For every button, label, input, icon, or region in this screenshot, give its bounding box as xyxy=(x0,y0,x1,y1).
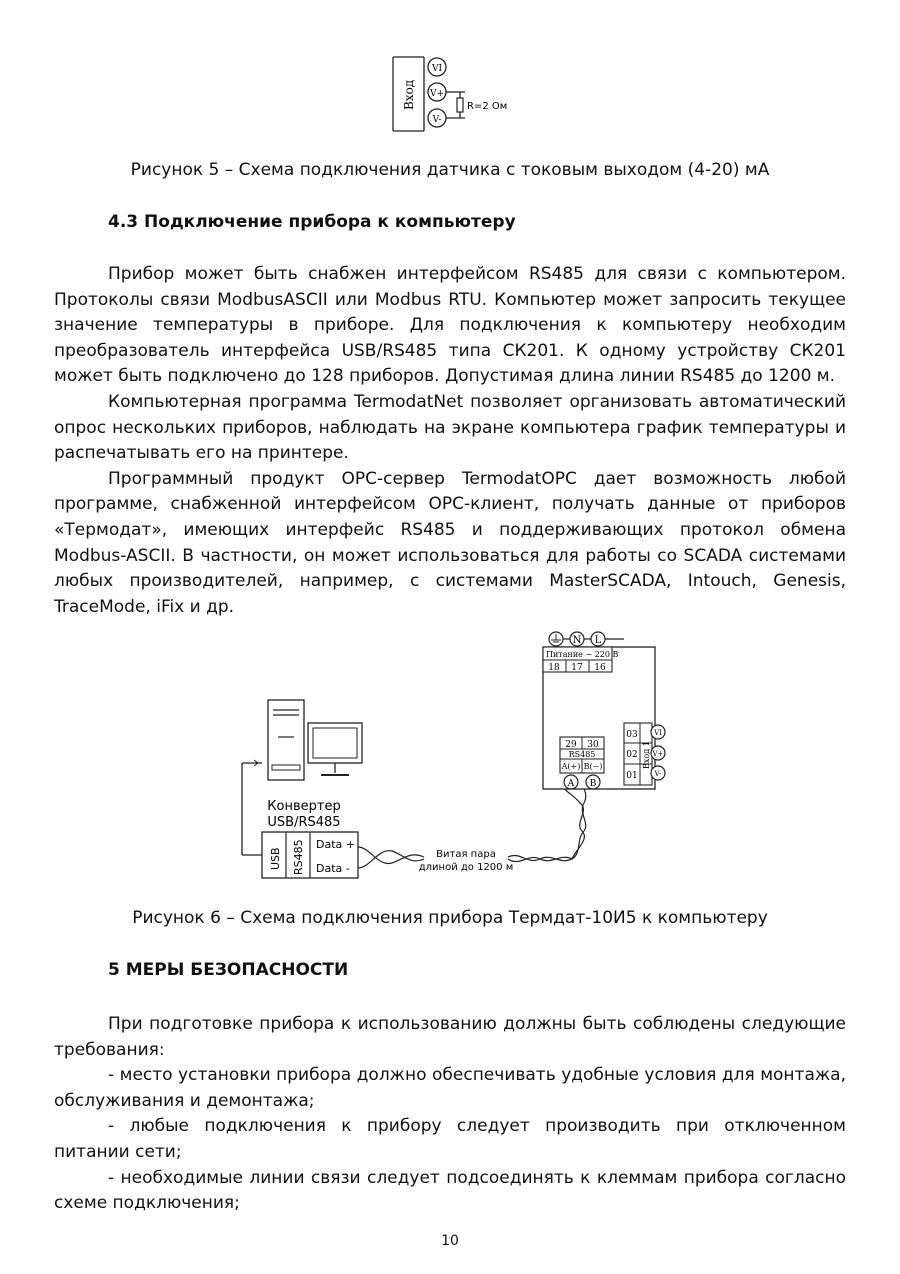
converter-data-plus-label: Data + xyxy=(316,838,355,851)
terminal-30: 30 xyxy=(587,740,599,750)
device-power-label: Питание ~ 220 В xyxy=(546,650,619,659)
converter-usb-label: USB xyxy=(269,847,282,870)
list-item: - любые подключения к прибору следует производить при отключенном питании сети; xyxy=(54,1116,846,1162)
section-5-body xyxy=(54,1012,846,1217)
figure-6-diagram xyxy=(0,625,900,885)
section-4-3-heading: 4.3 Подключение прибора к компьютеру xyxy=(108,212,516,232)
twisted-pair-label-line1: Витая пара xyxy=(436,849,496,860)
terminal-16: 16 xyxy=(594,663,606,673)
list-item: - место установки прибора должно обеспечивать удобные условия для монтажа, обслуживания и демонтажа; xyxy=(54,1065,846,1111)
converter-rs485-label: RS485 xyxy=(292,839,305,875)
paragraph: При подготовке прибора к использованию должны быть соблюдены следующие требования: xyxy=(54,1014,846,1060)
converter-data-minus-label: Data - xyxy=(316,862,350,875)
figure-5-caption: Рисунок 5 – Схема подключения датчика с токовым выходом (4-20) мА xyxy=(130,160,770,180)
input-vi-label: VI xyxy=(654,729,662,737)
fig5-vplus-label: V+ xyxy=(429,89,445,99)
input-vplus-label: V+ xyxy=(652,750,664,758)
monitor-icon xyxy=(308,723,362,775)
fig5-input-label: Вход xyxy=(402,79,416,110)
fig5-vi-label: VI xyxy=(431,64,443,74)
terminal-b-minus: B(−) xyxy=(583,762,603,771)
twisted-pair-label-line2: длиной до 1200 м xyxy=(418,862,514,873)
usb-symbol-icon xyxy=(250,760,258,766)
computer-icon xyxy=(268,700,304,780)
twisted-pair-cable xyxy=(358,847,424,868)
device-n-label: N xyxy=(572,635,582,646)
ground-icon xyxy=(549,632,563,646)
terminal-a: A xyxy=(567,779,575,789)
device-l-label: L xyxy=(594,635,602,646)
paragraph: Компьютерная программа TermodatNet позволяет организовать автоматический опрос нескольких приборов, наблюдать на экране компьютера график температуры и распечатывать его на принтере. xyxy=(54,391,846,464)
input-vminus-label: V- xyxy=(654,770,662,778)
terminal-17: 17 xyxy=(571,663,583,673)
input-1-label: Вход 1 xyxy=(642,741,651,769)
fig5-resistor-label: R=2 Ом xyxy=(467,101,508,112)
section-4-3-body xyxy=(54,262,846,620)
paragraph: Программный продукт OPC-сервер TermodatOPC дает возможность любой программе, снабженной интерфейсом OPC-клиент, получать данные от приборов «Термодат», имеющих интерфейс RS485 и поддерживающих протокол обмена Modbus-ASCII. В частности, он может использоваться для работы со SCADA системами любых производителей, например, с системами MasterSCADA, Intouch, Genesis, TraceMode, iFix и др. xyxy=(54,468,846,617)
fig5-vminus-label: V- xyxy=(432,115,442,125)
figure-6-caption: Рисунок 6 – Схема подключения прибора Термдат-10И5 к компьютеру xyxy=(132,908,768,928)
list-item: - необходимые линии связи следует подсоединять к клеммам прибора согласно схеме подключения; xyxy=(54,1167,846,1214)
terminal-02: 02 xyxy=(626,750,638,760)
page-number: 10 xyxy=(441,1233,459,1249)
section-5-heading: 5 МЕРЫ БЕЗОПАСНОСТИ xyxy=(108,960,349,980)
terminal-18: 18 xyxy=(548,663,560,673)
terminal-a-plus: A(+) xyxy=(561,762,581,771)
paragraph: Прибор может быть снабжен интерфейсом RS485 для связи с компьютером. Протоколы связи ModbusASCII или Modbus RTU. Компьютер может запросить текущее значение температуры в приборе. Для подключения к компьютеру необходим преобразователь интерфейса USB/RS485 типа СК201. К одному устройству СК201 может быть подключено до 128 приборов. Допустимая длина линии RS485 до 1200 м. xyxy=(54,264,846,387)
terminal-29: 29 xyxy=(565,740,577,750)
terminal-01: 01 xyxy=(626,771,638,781)
converter-title-line2: USB/RS485 xyxy=(267,815,341,830)
terminal-03: 03 xyxy=(626,730,638,740)
rs485-block-label: RS485 xyxy=(568,750,596,759)
terminal-b: B xyxy=(589,779,597,789)
fig5-resistor xyxy=(457,98,463,112)
converter-title-line1: Конвертер xyxy=(267,799,341,814)
